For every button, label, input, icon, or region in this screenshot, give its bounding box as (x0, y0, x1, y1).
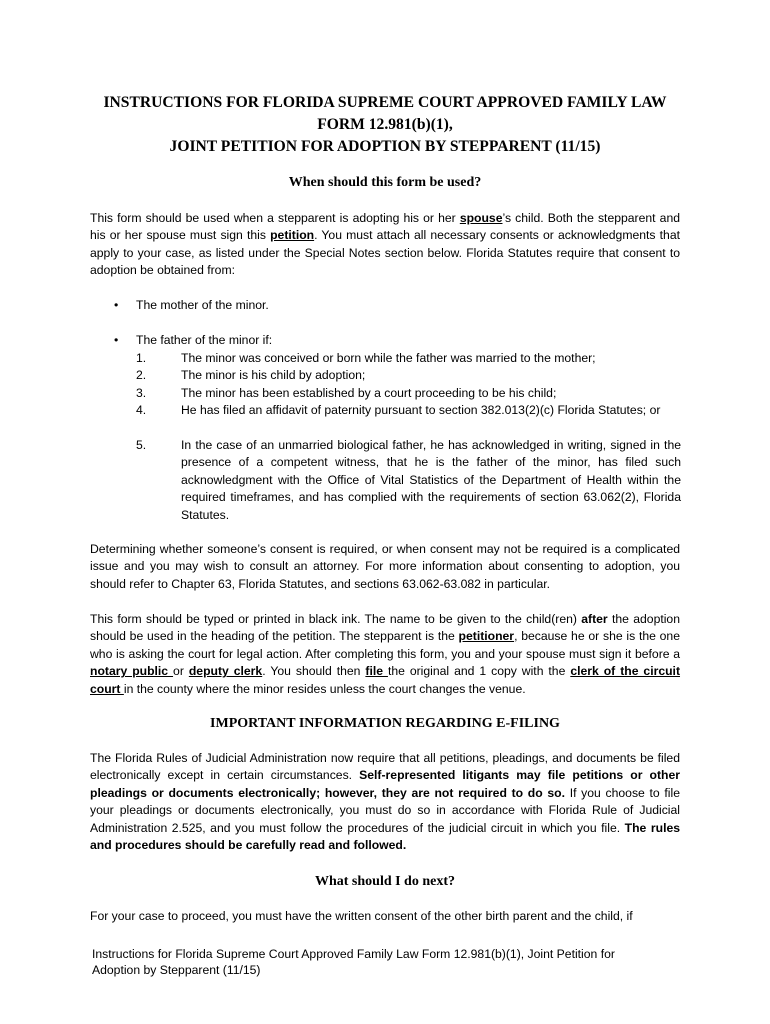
clerk-circuit-court-link[interactable]: clerk of the circuit court (90, 664, 681, 696)
footer-line-2: Adoption by Stepparent (11/15) (92, 963, 261, 977)
page-title (60, 92, 710, 158)
efiling-paragraph: The Florida Rules of Judicial Administration now require that all petitions, pleadings, and documents be filed electronically except in certain circumstances. Self-represented litigants may file petitions or other pleadings or documents electronically; however, they are not required to do so. If you choose to file your pleadings or documents electronically, you must do so in accordance with Florida Rule of Judicial Administration 2.525, and you must follow the procedures of the judicial circuit in which you file. The rules and procedures should be carefully read and followed. (90, 751, 681, 853)
petitioner-link[interactable]: petitioner (458, 629, 515, 644)
bullet-father: The father of the minor if: (136, 333, 273, 347)
condition-number: 3. (136, 386, 147, 400)
efiling-bold-2: The rules and procedures should be carefully read and followed. (90, 820, 681, 853)
petition-link[interactable]: petition (270, 228, 315, 243)
condition-number: 5. (136, 438, 147, 452)
when-heading: When should this form be used? (288, 175, 482, 190)
condition-number: 2. (136, 368, 147, 382)
bullet-icon: • (114, 298, 119, 312)
title-line-2: FORM 12.981(b)(1), (317, 116, 453, 133)
footer-line-1: Instructions for Florida Supreme Court Approved Family Law Form 12.981(b)(1), Joint Petition for (92, 947, 615, 961)
spouse-link[interactable]: spouse (459, 211, 503, 225)
intro-paragraph: This form should be used when a stepparent is adopting his or her spouse’s child. Both the stepparent and his or her spouse must sign this petition. You must attach all necessary consents or acknowledgments that apply to your case, as listed under the Special Notes section below. Florida Statutes require that consent to adoption be obtained from: (90, 211, 680, 278)
page-footer (92, 946, 652, 978)
condition-text: In the case of an unmarried biological father, he has acknowledged in writing, signed in the presence of a competent witness, that he is the father of the minor, has filed such acknowledgment with the Office of Vital Statistics of the Department of Health within the required timeframes, and has complied with the requirements of section 63.062(2), Florida Statutes. (181, 438, 681, 522)
bullet-icon: • (114, 333, 119, 347)
efiling-bold-1: Self-represented litigants may file petitions or other pleadings or documents electronically; however, they are not required to do so. (90, 768, 681, 800)
condition-text: The minor is his child by adoption; (181, 368, 366, 382)
title-line-1: INSTRUCTIONS FOR FLORIDA SUPREME COURT APPROVED FAMILY LAW (103, 94, 667, 111)
condition-number: 1. (136, 351, 147, 365)
condition-text: He has filed an affidavit of paternity pursuant to section 382.013(2)(c) Florida Statutes; or (181, 403, 661, 417)
deputy-clerk-link[interactable]: deputy clerk (188, 664, 263, 679)
condition-text: The minor has been established by a court proceeding to be his child; (181, 386, 557, 400)
notary-public-link[interactable]: notary public (90, 664, 174, 679)
bullet-mother: The mother of the minor. (136, 298, 269, 312)
after-emphasis: after (581, 612, 608, 626)
condition-text: The minor was conceived or born while the father was married to the mother; (181, 351, 596, 365)
consent-paragraph: Determining whether someone’s consent is required, or when consent may not be required is a complicated issue and you may wish to consult an attorney. For more information about consenting to adoption, you should refer to Chapter 63, Florida Statutes, and sections 63.062-63.082 in particular. (90, 542, 680, 591)
next-paragraph: For your case to proceed, you must have the written consent of the other birth parent and the child, if (90, 909, 633, 923)
typed-paragraph: This form should be typed or printed in black ink. The name to be given to the child(ren) after the adoption should be used in the heading of the petition. The stepparent is the petitioner, because he or she is the one who is asking the court for legal action. After completing this form, you and your spouse must sign it before a notary public or deputy clerk. You should then file the original and 1 copy with the clerk of the circuit court in the county where the minor resides unless the court changes the venue. (90, 612, 681, 696)
title-line-3: JOINT PETITION FOR ADOPTION BY STEPPARENT (11/15) (169, 138, 601, 155)
efiling-heading: IMPORTANT INFORMATION REGARDING E-FILING (210, 716, 560, 731)
condition-number: 4. (136, 403, 147, 417)
file-link[interactable]: file (365, 664, 388, 679)
next-heading: What should I do next? (314, 874, 456, 889)
